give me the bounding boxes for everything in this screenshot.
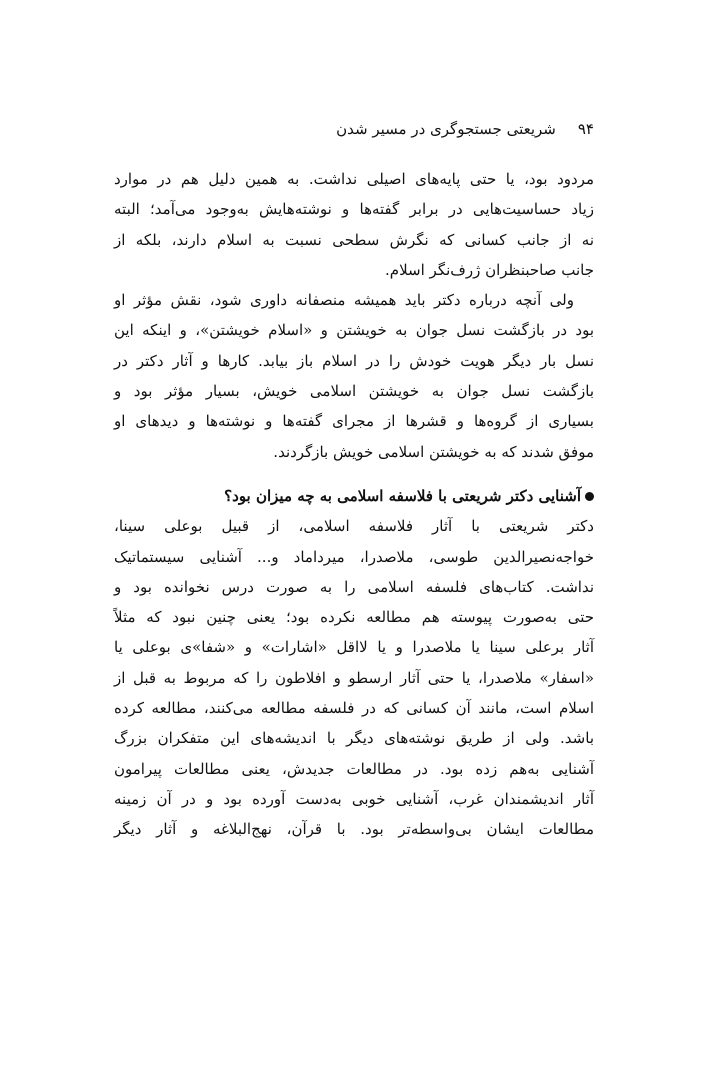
- text-line: آثار اندیشمندان غرب، آشنایی خوبی به‌دست آورده بود و در آن زمینه: [114, 789, 594, 808]
- text-line: مطالعات ایشان بی‌واسطه‌تر بود. با قرآن، نهج‌البلاغه و آثار دیگر: [114, 820, 594, 839]
- text-line: بسیاری از گروه‌ها و قشرها از مجرای گفته‌ها و نوشته‌ها و دیدهای او: [114, 412, 594, 431]
- paragraph-3: [114, 511, 594, 844]
- text-line: موفق شدند که به خویشتن اسلامی خویش بازگردند.: [273, 442, 594, 461]
- text-line: ولی آنچه درباره دکتر باید همیشه منصفانه داوری شود، نقش مؤثر او: [114, 291, 574, 310]
- text-line: دکتر شریعتی با آثار فلاسفه اسلامی، از قبیل بوعلی سینا،: [114, 517, 594, 536]
- text-line: جانب صاحبنظران ژرف‌نگر اسلام.: [385, 260, 594, 279]
- text-line: نداشت. کتاب‌های فلسفه اسلامی را به صورت درس نخوانده بود و: [114, 577, 594, 596]
- text-line: نسل بار دیگر هویت خودش را در اسلام باز بیابد. کارها و آثار دکتر در: [114, 351, 594, 370]
- text-line: باشد. ولی از طریق نوشته‌های دیگر با اندیشه‌های این متفکران بزرگ: [114, 729, 594, 748]
- text-line: آثار برعلی سینا یا ملاصدرا و یا لااقل «اشارات» و «شفا»ی بوعلی یا: [114, 638, 594, 657]
- text-line: مردود بود، یا حتی پایه‌های اصیلی نداشت. به همین دلیل هم در موارد: [114, 170, 594, 188]
- running-header: [114, 118, 594, 140]
- page-number: ۹۴: [577, 120, 594, 138]
- question-heading: [114, 481, 594, 511]
- question-text: آشنایی دکتر شریعتی با فلاسفه اسلامی به چه میزان بود؟: [224, 486, 581, 505]
- text-line: «اسفار» ملاصدرا، یا حتی آثار ارسطو و افلاطون را که مربوط به قبل از: [114, 668, 594, 687]
- paragraph-2: [114, 285, 594, 467]
- text-line: حتی به‌صورت پیوسته هم مطالعه نکرده بود؛ یعنی چنین نبود که مثلاً: [114, 608, 594, 627]
- section-gap: [114, 467, 594, 481]
- running-title: شریعتی جستجوگری در مسیر شدن: [336, 120, 556, 138]
- page-body: [114, 164, 594, 845]
- text-line: آشنایی به‌هم زده بود. در مطالعات جدیدش، یعنی مطالعات پیرامون: [114, 759, 594, 778]
- bullet-icon: [585, 492, 594, 501]
- text-line: خواجه‌نصیرالدین طوسی، ملاصدرا، میرداماد و... آشنایی سیستماتیک: [114, 547, 594, 566]
- text-line: بازگشت نسل جوان به خویشتن اسلامی خویش، بسیار مؤثر بود و: [114, 382, 594, 401]
- text-line: زیاد حساسیت‌هایی در برابر گفته‌ها و نوشته‌هایش به‌وجود می‌آمد؛ البته: [114, 200, 594, 219]
- text-line: نه از جانب کسانی که نگرش سطحی نسبت به اسلام دارند، بلکه از: [114, 230, 594, 249]
- text-line: اسلام است، مانند آن کسانی که در فلسفه مطالعه می‌کنند، مطالعه کرده: [114, 699, 594, 718]
- paragraph-1: [114, 164, 594, 285]
- text-line: بود در بازگشت نسل جوان به خویشتن و «اسلام خویشتن»، و اینکه این: [114, 321, 594, 340]
